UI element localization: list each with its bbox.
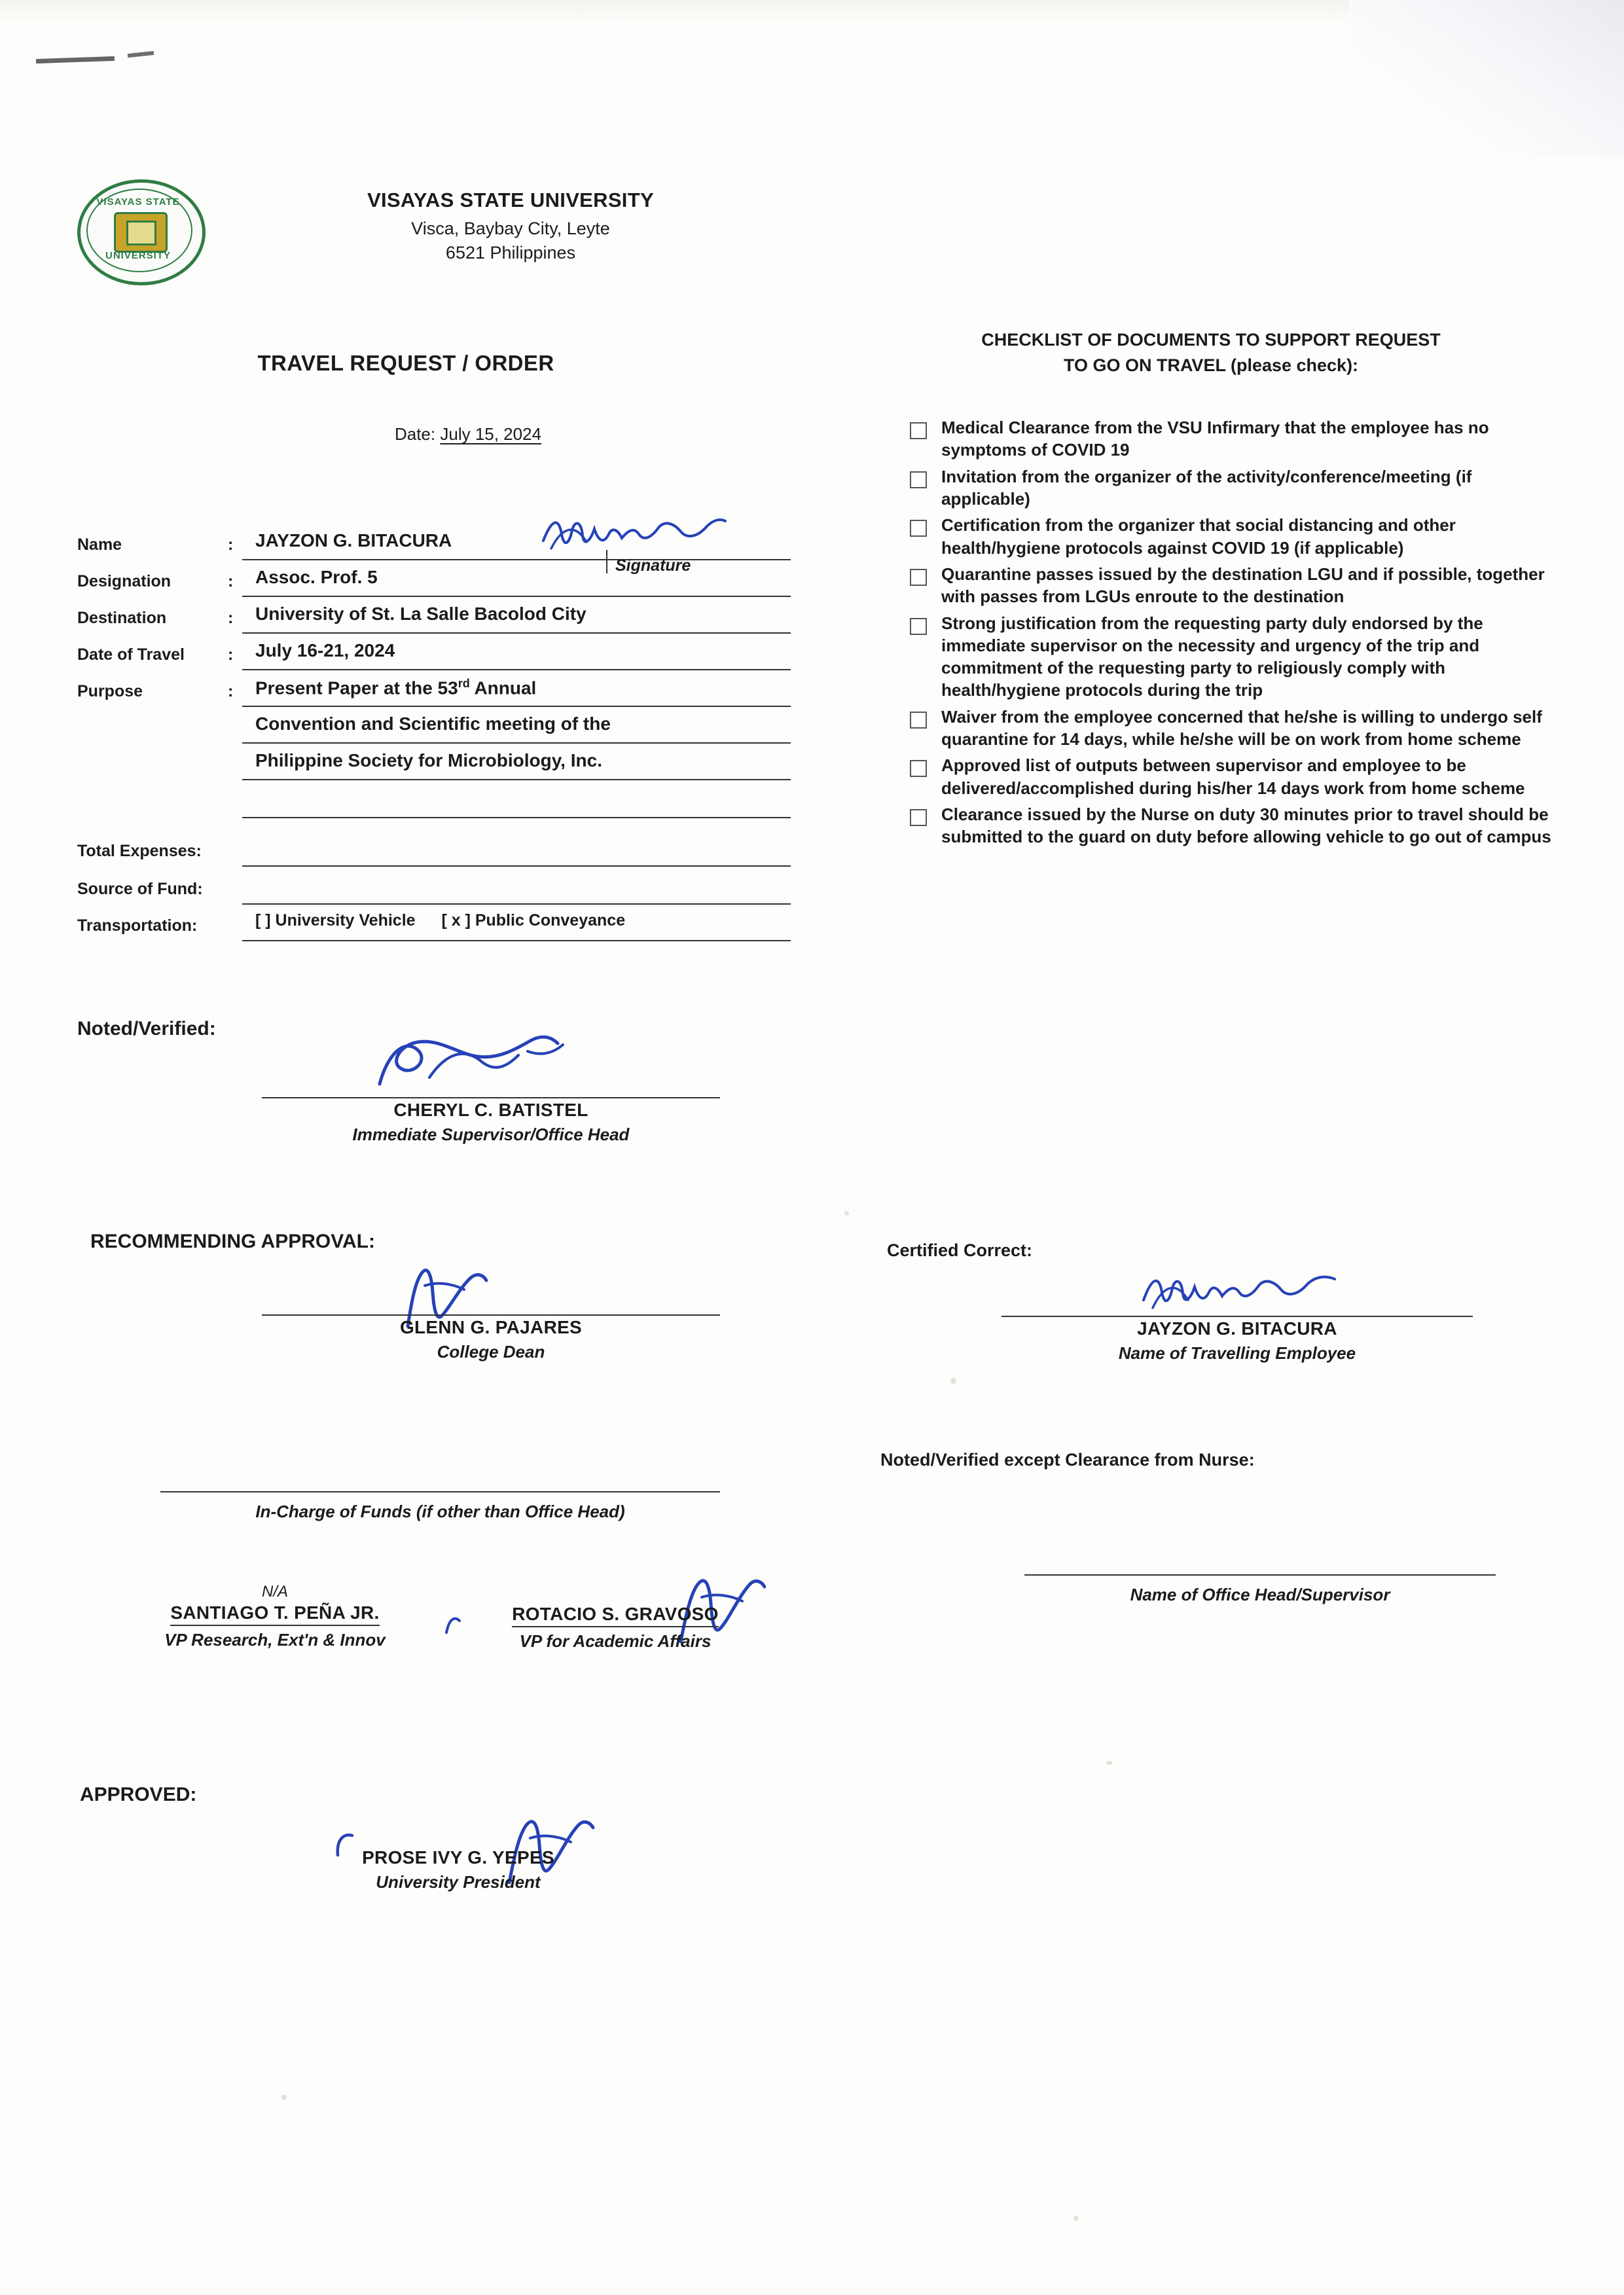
date-of-travel-label: Date of Travel (77, 645, 185, 664)
certified-correct-heading: Certified Correct: (887, 1240, 1033, 1260)
employee-name: JAYZON G. BITACURA (1137, 1318, 1337, 1339)
university-seal-icon (77, 195, 202, 272)
travel-request-fields (77, 530, 791, 948)
employee-signature-icon (1136, 1263, 1345, 1316)
checklist-item[interactable] (910, 465, 1564, 511)
checklist-item[interactable] (910, 416, 1564, 461)
field-row-transportation (77, 911, 791, 941)
checklist-item-label: Invitation from the organizer of the activity/conference/meeting (if applicable) (941, 466, 1472, 509)
signature-line (160, 1491, 720, 1492)
field-row-name (77, 530, 791, 575)
date-field (327, 424, 609, 444)
vp-academic-block (452, 1602, 779, 1652)
transportation-label: Transportation: (77, 916, 198, 935)
signature-line (262, 1097, 720, 1098)
office-head-signature-block (1024, 1574, 1496, 1605)
page-title: TRAVEL REQUEST / ORDER (257, 351, 554, 375)
source-of-fund-label: Source of Fund: (77, 880, 203, 898)
university-address-line2: 6521 Philippines (445, 243, 576, 262)
checklist-item-label: Certification from the organizer that social distancing and other health/hygiene protocols against COVID 19 (if applicable) (941, 515, 1456, 558)
purpose-value-line3[interactable]: Philippine Society for Microbiology, Inc. (242, 750, 791, 780)
signature-line (1024, 1574, 1496, 1576)
field-row-source-of-fund (77, 873, 791, 905)
colon: : (228, 682, 234, 700)
destination-label: Destination (77, 609, 167, 627)
checklist-title (871, 327, 1551, 378)
president-name: PROSE IVY G. YEPES (362, 1847, 554, 1868)
signature-line (262, 1314, 720, 1316)
vp-research-na-mark: N/A (261, 1583, 288, 1600)
name-label: Name (77, 535, 122, 554)
office-head-name (1024, 1577, 1496, 1581)
dean-name: GLENN G. PAJARES (399, 1317, 583, 1337)
university-heading (327, 189, 694, 263)
transport-option-university-vehicle[interactable]: [ ] University Vehicle (255, 911, 416, 930)
field-row-destination (77, 604, 791, 634)
destination-value[interactable]: University of St. La Salle Bacolod City (242, 604, 791, 634)
supervisor-signature-block (262, 1097, 720, 1145)
supervisor-name: CHERYL C. BATISTEL (393, 1100, 588, 1120)
checklist-item-label: Quarantine passes issued by the destination LGU and if possible, together with passes from LGUs enroute to the destination (941, 564, 1545, 607)
president-role: University President (376, 1872, 541, 1892)
checklist-item[interactable] (910, 563, 1564, 608)
field-row-purpose (77, 677, 791, 707)
checklist-title-line1: CHECKLIST OF DOCUMENTS TO SUPPORT REQUEST (981, 330, 1441, 350)
checklist-item-label: Waiver from the employee concerned that he/she is willing to undergo self quarantine for 14 days, while he/she will be on work from home scheme (941, 706, 1542, 750)
recommending-approval-heading: RECOMMENDING APPROVAL: (90, 1231, 375, 1252)
noted-except-nurse-heading: Noted/Verified except Clearance from Nurse: (880, 1450, 1255, 1470)
president-signature-block (216, 1846, 700, 1892)
scan-speck (1106, 1761, 1113, 1765)
funds-incharge-role: In-Charge of Funds (if other than Office Head) (255, 1502, 625, 1521)
colon: : (228, 572, 234, 590)
date-of-travel-value[interactable]: July 16-21, 2024 (242, 640, 791, 670)
designation-label: Designation (77, 572, 171, 590)
spacer (228, 812, 242, 818)
checklist-title-line2: TO GO ON TRAVEL (please check): (1063, 355, 1359, 376)
checklist-item-label: Clearance issued by the Nurse on duty 30 minutes prior to travel should be submitted to the guard on duty before allowing vehicle to go out of campus (941, 804, 1551, 847)
checkbox-icon[interactable] (910, 712, 927, 729)
checklist-item-label: Strong justification from the requesting party duly endorsed by the immediate supervisor on the necessity and urgency of the trip and commitment of the requesting party to religiously comply with health/hygiene protocols during the trip (941, 613, 1483, 700)
purpose-value-line2[interactable]: Convention and Scientific meeting of the (242, 714, 791, 744)
vp-research-block (72, 1583, 478, 1650)
transportation-options (242, 911, 791, 941)
scan-mark-artifact (128, 51, 154, 58)
signature-line (1001, 1316, 1473, 1317)
vp-research-role: VP Research, Ext'n & Innov (164, 1630, 386, 1650)
scan-speck (1074, 2216, 1079, 2221)
total-expenses-label: Total Expenses: (77, 842, 202, 860)
checkbox-icon[interactable] (910, 471, 927, 488)
field-row-date-of-travel (77, 640, 791, 670)
checkbox-icon[interactable] (910, 809, 927, 826)
supervisor-role: Immediate Supervisor/Office Head (352, 1125, 630, 1144)
noted-verified-heading: Noted/Verified: (77, 1018, 216, 1039)
checkbox-icon[interactable] (910, 520, 927, 537)
spacer (228, 899, 242, 905)
handwritten-signature-icon (535, 508, 732, 554)
field-row-purpose-line3 (77, 750, 791, 780)
university-name: VISAYAS STATE UNIVERSITY (367, 189, 654, 211)
scan-speck (950, 1378, 956, 1384)
checklist-item[interactable] (910, 803, 1564, 848)
checklist-item[interactable] (910, 514, 1564, 559)
spacer (228, 738, 242, 744)
spacer (77, 738, 228, 744)
vp-academic-name: ROTACIO S. GRAVOSO (512, 1604, 719, 1627)
colon: : (228, 609, 234, 627)
spacer (228, 861, 242, 867)
designation-value[interactable]: Assoc. Prof. 5 (242, 567, 791, 597)
spacer (77, 812, 228, 818)
checklist-item-label: Medical Clearance from the VSU Infirmary that the employee has no symptoms of COVID 19 (941, 418, 1489, 460)
checklist-item[interactable] (910, 706, 1564, 751)
dean-role: College Dean (437, 1342, 545, 1362)
spacer (77, 774, 228, 780)
scan-mark-artifact (36, 56, 115, 63)
colon: : (228, 645, 234, 664)
checkbox-icon[interactable] (910, 618, 927, 635)
checklist-item-label: Approved list of outputs between supervisor and employee to be delivered/accomplished during his/her 14 days work from home scheme (941, 755, 1525, 798)
checklist (910, 416, 1564, 852)
purpose-label: Purpose (77, 682, 143, 700)
approved-heading: APPROVED: (80, 1784, 197, 1805)
spacer (228, 935, 242, 941)
office-head-role: Name of Office Head/Supervisor (1130, 1585, 1390, 1604)
field-row-designation (77, 567, 791, 597)
scan-corner-artifact (1349, 0, 1624, 157)
checkbox-icon[interactable] (910, 422, 927, 439)
funds-incharge-name (160, 1494, 720, 1498)
seal-bottom-text: UNIVERSITY (105, 250, 171, 261)
seal-top-text: VISAYAS STATE (96, 196, 180, 208)
colon: : (228, 535, 234, 554)
signature-caption: Signature (615, 556, 691, 575)
purpose-value-line4[interactable] (242, 787, 791, 818)
field-row-purpose-line2 (77, 714, 791, 744)
scan-speck (844, 1211, 849, 1216)
scan-speck (281, 2095, 287, 2100)
name-value[interactable]: JAYZON G. BITACURA (242, 530, 791, 560)
total-expenses-value[interactable] (242, 835, 791, 867)
source-of-fund-value[interactable] (242, 873, 791, 905)
employee-signature-block (1001, 1316, 1473, 1364)
spacer (228, 774, 242, 780)
field-row-total-expenses (77, 835, 791, 867)
dean-signature-block (262, 1314, 720, 1362)
checkbox-icon[interactable] (910, 569, 927, 586)
checkbox-icon[interactable] (910, 760, 927, 777)
purpose-value-line1[interactable]: Present Paper at the 53rd Annual (242, 677, 791, 707)
transport-option-public-conveyance[interactable]: [ x ] Public Conveyance (441, 911, 626, 930)
date-value: July 15, 2024 (440, 424, 542, 444)
checklist-item[interactable] (910, 754, 1564, 799)
employee-role: Name of Travelling Employee (1118, 1343, 1356, 1363)
field-row-purpose-line4 (77, 787, 791, 818)
supervisor-signature-icon (367, 1028, 583, 1100)
checklist-item[interactable] (910, 612, 1564, 702)
university-address-line1: Visca, Baybay City, Leyte (411, 219, 610, 238)
vp-academic-role: VP for Academic Affairs (519, 1631, 712, 1651)
vp-research-name: SANTIAGO T. PEÑA JR. (170, 1602, 379, 1626)
date-label: Date: (394, 424, 436, 444)
funds-incharge-block (160, 1491, 720, 1522)
